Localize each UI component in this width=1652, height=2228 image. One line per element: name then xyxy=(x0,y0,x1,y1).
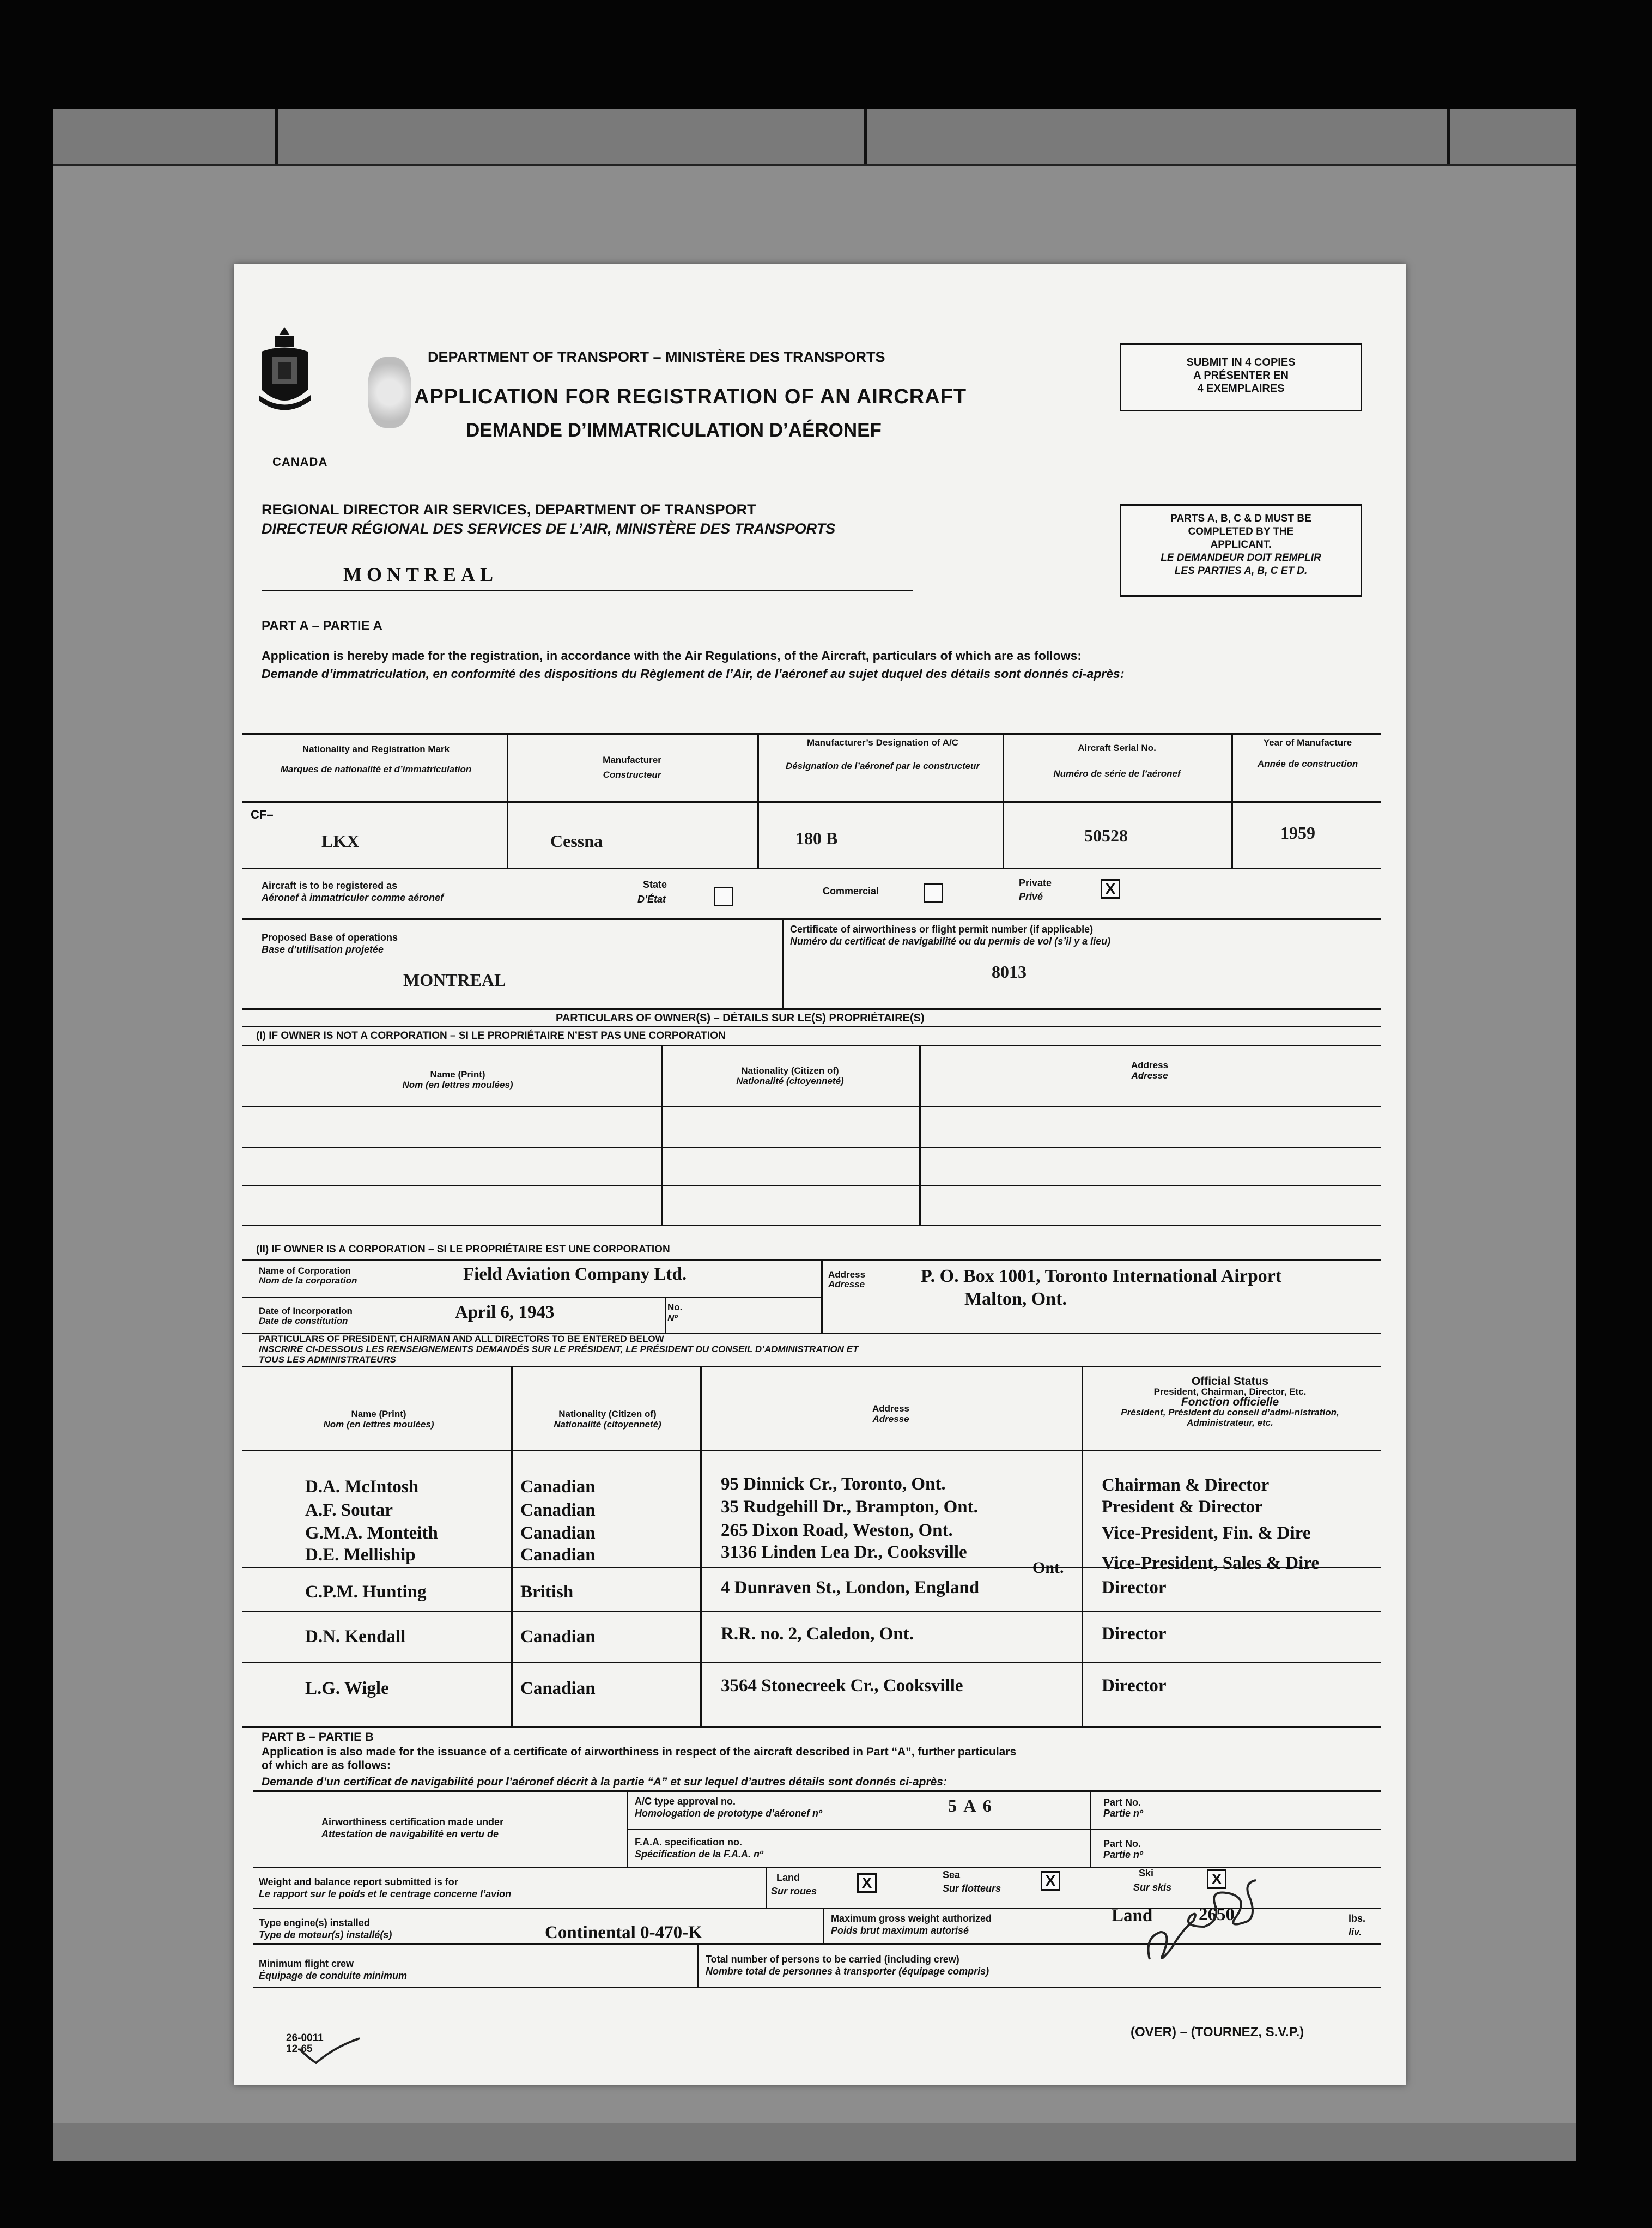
liv-label: liv. xyxy=(1349,1927,1362,1938)
directors-instruction-fr1: INSCRIRE CI-DESSOUS LES RENSEIGNEMENTS DEMANDÉS SUR LE PRÉSIDENT, LE PRÉSIDENT DU CONSEIL D’ADMINISTRATION ET xyxy=(259,1344,859,1354)
col-header-fr: Année de construction xyxy=(1257,759,1358,769)
commercial-checkbox[interactable] xyxy=(924,883,943,903)
form-title-en: APPLICATION FOR REGISTRATION OF AN AIRCRAFT xyxy=(414,385,967,408)
part-b-intro-en2: of which are as follows: xyxy=(262,1759,391,1772)
table-rule xyxy=(242,1366,1381,1367)
director-address: 3136 Linden Lea Dr., Cooksville xyxy=(721,1542,967,1562)
no-label-fr: Nº xyxy=(667,1313,678,1323)
regional-director-fr: DIRECTEUR RÉGIONAL DES SERVICES DE L’AIR, MINISTÈRE DES TRANSPORTS xyxy=(262,520,836,537)
state-checkbox[interactable] xyxy=(714,887,733,906)
col-header-manufacturer xyxy=(518,755,746,780)
director-address: 265 Dixon Road, Weston, Ont. xyxy=(721,1521,953,1540)
corp-name-label-fr: Nom de la corporation xyxy=(259,1275,357,1286)
col-header-en: Aircraft Serial No. xyxy=(1078,743,1156,753)
parts-line: PARTS A, B, C & D MUST BE xyxy=(1170,513,1311,524)
table-rule xyxy=(242,1662,1381,1663)
year-value: 1959 xyxy=(1280,823,1315,843)
engine-value: Continental 0-470-K xyxy=(545,1923,702,1942)
engine-label-en: Type engine(s) installed xyxy=(259,1917,370,1928)
form-date: 12-65 xyxy=(286,2043,313,2055)
regional-director-en: REGIONAL DIRECTOR AIR SERVICES, DEPARTMENT OF TRANSPORT xyxy=(262,501,756,518)
header-fr: Nom (en lettres moulées) xyxy=(402,1080,513,1090)
col-header-fr: Numéro de série de l’aéronef xyxy=(1053,768,1181,779)
sea-label-en: Sea xyxy=(943,1869,961,1880)
base-label-en: Proposed Base of operations xyxy=(262,932,398,943)
director-nationality: Canadian xyxy=(520,1523,596,1543)
header-fr: Adresse xyxy=(1131,1070,1168,1081)
table-rule xyxy=(242,1297,821,1298)
base-label-fr: Base d’utilisation projetée xyxy=(262,944,384,955)
header-fr: Fonction officielle xyxy=(1181,1396,1279,1408)
col-header-fr: Marques de nationalité et d’immatriculation xyxy=(280,764,472,774)
director-address-cont: Ont. xyxy=(1032,1559,1064,1577)
crew-label-fr: Équipage de conduite minimum xyxy=(259,1970,408,1981)
table-rule xyxy=(242,1026,1381,1027)
table-rule xyxy=(823,1908,824,1943)
col-header-en: Manufacturer’s Designation of A/C xyxy=(806,737,958,748)
corp-name-label-en: Name of Corporation xyxy=(259,1266,351,1276)
header-en: Nationality (Citizen of) xyxy=(741,1065,839,1076)
type-approval-en: A/C type approval no. xyxy=(635,1796,736,1807)
scan-bottom-strip xyxy=(53,2123,1576,2161)
table-rule xyxy=(242,1259,1381,1261)
part-a-intro-en: Application is hereby made for the registration, in accordance with the Air Regulations, of the Aircraft, particulars of which are as follows: xyxy=(262,649,1082,663)
copies-box xyxy=(1120,343,1362,411)
part-b-intro-fr: Demande d’un certificat de navigabilité pour l’aéronef décrit à la partie “A” et sur lequel d’autres détails sont donnés ci-après: xyxy=(262,1776,947,1788)
private-label-fr: Privé xyxy=(1019,891,1043,902)
cert-made-en: Airworthiness certification made under xyxy=(321,1817,504,1827)
table-rule xyxy=(1082,1366,1083,1726)
dir-nationality-header xyxy=(518,1409,697,1430)
director-nationality: Canadian xyxy=(520,1627,596,1646)
director-status: Chairman & Director xyxy=(1102,1475,1270,1495)
table-rule xyxy=(627,1829,1381,1830)
corp-address-line1: P. O. Box 1001, Toronto International Airport xyxy=(921,1266,1282,1286)
crew-label-en: Minimum flight crew xyxy=(259,1958,354,1969)
table-rule xyxy=(242,1185,1381,1186)
table-rule xyxy=(757,733,759,868)
ski-label-en: Ski xyxy=(1139,1868,1154,1879)
table-rule xyxy=(253,1867,1381,1868)
region-underline xyxy=(262,590,913,591)
col-header-mark xyxy=(256,744,496,774)
form-page xyxy=(234,264,1406,2085)
director-status: Director xyxy=(1102,1676,1167,1696)
corp-address-line2: Malton, Ont. xyxy=(964,1289,1067,1309)
table-rule xyxy=(919,1045,921,1225)
col-header-en: Nationality and Registration Mark xyxy=(302,744,450,754)
dir-address-header xyxy=(708,1403,1073,1424)
part-no-en: Part No. xyxy=(1103,1838,1141,1849)
col-header-en: Year of Manufacture xyxy=(1263,737,1352,748)
col-header-designation xyxy=(779,737,986,771)
director-name: G.M.A. Monteith xyxy=(305,1523,438,1543)
cf-prefix: CF– xyxy=(251,808,274,821)
header-en: Name (Print) xyxy=(430,1069,485,1080)
form-title-fr: DEMANDE D’IMMATRICULATION D’AÉRONEF xyxy=(466,420,882,441)
dir-status-header xyxy=(1087,1376,1373,1428)
table-rule xyxy=(821,1259,823,1333)
table-rule xyxy=(242,1726,1381,1728)
ski-label-fr: Sur skis xyxy=(1133,1882,1172,1893)
region-value: MONTREAL xyxy=(343,564,499,585)
land-checkbox[interactable]: X xyxy=(857,1873,877,1893)
faa-spec-en: F.A.A. specification no. xyxy=(635,1837,743,1848)
scan-top-strip xyxy=(53,109,1576,166)
col-header-en: Manufacturer xyxy=(603,755,661,765)
table-rule xyxy=(253,1790,1381,1792)
weight-report-fr: Le rapport sur le poids et le centrage concerne l’avion xyxy=(259,1888,512,1899)
table-rule xyxy=(661,1045,663,1225)
registration-mark: LKX xyxy=(321,831,360,851)
corp-address-label-fr: Adresse xyxy=(828,1279,865,1289)
parts-required-box xyxy=(1120,504,1362,597)
table-rule xyxy=(242,1225,1381,1226)
sea-checkbox[interactable]: X xyxy=(1041,1871,1060,1891)
cert-made-fr: Attestation de navigabilité en vertu de xyxy=(321,1829,499,1839)
cert-label-fr: Numéro du certificat de navigabilité ou du permis de vol (s’il y a lieu) xyxy=(790,936,1111,947)
header-en: Address xyxy=(872,1403,910,1414)
director-name: D.A. McIntosh xyxy=(305,1477,419,1497)
faa-spec-fr: Spécification de la F.A.A. nº xyxy=(635,1849,763,1860)
sea-label-fr: Sur flotteurs xyxy=(943,1883,1001,1894)
table-rule xyxy=(242,1008,1381,1010)
not-corp-heading: (I) IF OWNER IS NOT A CORPORATION – SI LE PROPRIÉTAIRE N’EST PAS UNE CORPORATION xyxy=(256,1030,726,1042)
director-nationality: Canadian xyxy=(520,1500,596,1520)
table-rule xyxy=(507,733,508,868)
parts-line: LES PARTIES A, B, C ET D. xyxy=(1174,565,1308,577)
director-nationality: Canadian xyxy=(520,1679,596,1698)
header-fr2: Président, Président du conseil d’admi-nistration, Administrateur, etc. xyxy=(1121,1407,1339,1428)
director-name: D.E. Melliship xyxy=(305,1545,416,1565)
col-header-year xyxy=(1240,737,1376,769)
directors-instruction-en: PARTICULARS OF PRESIDENT, CHAIRMAN AND ALL DIRECTORS TO BE ENTERED BELOW xyxy=(259,1334,664,1344)
cert-value: 8013 xyxy=(992,962,1027,982)
parts-line: LE DEMANDEUR DOIT REMPLIR xyxy=(1161,552,1321,564)
director-name: C.P.M. Hunting xyxy=(305,1582,427,1602)
state-label-en: State xyxy=(643,879,667,890)
max-weight-fr: Poids brut maximum autorisé xyxy=(831,1925,969,1936)
parts-line: COMPLETED BY THE xyxy=(1188,526,1294,537)
inc-label-en: Date of Incorporation xyxy=(259,1306,353,1316)
part-a-intro-fr: Demande d’immatriculation, en conformité des dispositions du Règlement de l’Air, de l’aéronef au sujet duquel des détails sont donnés ci-après: xyxy=(262,667,1125,681)
header-en: Nationality (Citizen of) xyxy=(558,1409,657,1419)
land-label-fr: Sur roues xyxy=(771,1886,817,1897)
private-checkbox[interactable]: X xyxy=(1101,879,1120,899)
col-header-fr: Désignation de l’aéronef par le constructeur xyxy=(785,761,980,771)
base-value: MONTREAL xyxy=(403,970,506,990)
persons-label-en: Total number of persons to be carried (including crew) xyxy=(706,1954,959,1965)
commercial-label: Commercial xyxy=(823,886,879,897)
corp-address-label-en: Address xyxy=(828,1269,866,1280)
director-name: A.F. Soutar xyxy=(305,1500,393,1520)
director-address: 35 Rudgehill Dr., Brampton, Ont. xyxy=(721,1497,978,1517)
cert-label-en: Certificate of airworthiness or flight permit number (if applicable) xyxy=(790,924,1094,935)
table-rule xyxy=(242,1045,1381,1046)
no-label-en: No. xyxy=(667,1302,683,1312)
type-approval-value: 5 A 6 xyxy=(948,1796,993,1815)
owners-title: PARTICULARS OF OWNER(S) – DÉTAILS SUR LE(S) PROPRIÉTAIRE(S) xyxy=(556,1012,925,1024)
director-status: President & Director xyxy=(1102,1497,1263,1517)
type-approval-fr: Homologation de prototype d’aéronef nº xyxy=(635,1808,822,1819)
header-en: Name (Print) xyxy=(351,1409,406,1419)
director-address: 4 Dunraven St., London, England xyxy=(721,1578,980,1597)
col-header-serial xyxy=(1013,743,1220,779)
table-rule xyxy=(665,1298,666,1333)
part-b-heading: PART B – PARTIE B xyxy=(262,1730,374,1743)
owner-nationality-header xyxy=(670,1065,910,1086)
table-rule xyxy=(242,1106,1381,1107)
table-rule xyxy=(242,868,1381,869)
copies-line: 4 EXEMPLAIRES xyxy=(1197,383,1285,395)
owner-name-header xyxy=(262,1069,654,1090)
copies-line: A PRÉSENTER EN xyxy=(1193,370,1289,382)
stamp-smudge xyxy=(368,357,411,428)
coat-of-arms-icon xyxy=(256,324,313,414)
header-fr: Nom (en lettres moulées) xyxy=(323,1419,434,1430)
director-status: Director xyxy=(1102,1624,1167,1644)
ski-checkbox[interactable]: X xyxy=(1207,1869,1226,1889)
table-rule xyxy=(1231,733,1233,868)
registered-as-en: Aircraft is to be registered as xyxy=(262,880,398,891)
col-header-fr: Constructeur xyxy=(603,770,661,780)
owner-address-header xyxy=(929,1060,1370,1081)
canada-label: CANADA xyxy=(272,455,328,469)
corp-name-value: Field Aviation Company Ltd. xyxy=(463,1264,687,1284)
header-fr: Nationalité (citoyenneté) xyxy=(554,1419,661,1430)
part-b-intro-en1: Application is also made for the issuance of a certificate of airworthiness in respect of the aircraft described in Part “A”, further particulars xyxy=(262,1746,1017,1758)
header-en: Official Status xyxy=(1191,1375,1269,1388)
director-nationality: British xyxy=(520,1582,574,1602)
director-name: L.G. Wigle xyxy=(305,1679,389,1698)
table-rule xyxy=(782,918,784,1008)
copies-line: SUBMIT IN 4 COPIES xyxy=(1186,356,1296,368)
engine-label-fr: Type de moteur(s) installé(s) xyxy=(259,1929,392,1940)
max-weight-en: Maximum gross weight authorized xyxy=(831,1913,992,1924)
land-label-en: Land xyxy=(776,1872,800,1883)
table-rule xyxy=(242,801,1381,803)
header-en2: President, Chairman, Director, Etc. xyxy=(1153,1387,1307,1397)
check-mark-icon xyxy=(297,2036,362,2066)
director-name: D.N. Kendall xyxy=(305,1627,406,1646)
dir-name-header xyxy=(256,1409,501,1430)
table-rule xyxy=(242,733,1381,735)
part-no-en: Part No. xyxy=(1103,1797,1141,1808)
manufacturer-value: Cessna xyxy=(550,831,603,851)
header-en: Address xyxy=(1131,1060,1169,1070)
director-address: 95 Dinnick Cr., Toronto, Ont. xyxy=(721,1474,946,1494)
inc-label-fr: Date de constitution xyxy=(259,1316,348,1326)
director-status: Vice-President, Sales & Dire xyxy=(1102,1553,1319,1573)
weight-report-en: Weight and balance report submitted is for xyxy=(259,1876,458,1887)
max-weight-value: 2650 xyxy=(1199,1905,1235,1924)
directors-instruction-fr2: TOUS LES ADMINISTRATEURS xyxy=(259,1354,396,1365)
department-line: DEPARTMENT OF TRANSPORT – MINISTÈRE DES TRANSPORTS xyxy=(428,349,885,365)
registered-as-fr: Aéronef à immatriculer comme aéronef xyxy=(262,892,444,903)
inc-value: April 6, 1943 xyxy=(455,1303,555,1322)
director-nationality: Canadian xyxy=(520,1477,596,1497)
table-rule xyxy=(700,1366,702,1726)
table-rule xyxy=(242,1611,1381,1612)
lbs-label: lbs. xyxy=(1349,1913,1366,1924)
table-rule xyxy=(242,918,1381,920)
max-weight-land: Land xyxy=(1112,1906,1153,1926)
serial-value: 50528 xyxy=(1084,826,1128,845)
part-no-fr: Partie nº xyxy=(1103,1808,1143,1819)
persons-label-fr: Nombre total de personnes à transporter (équipage compris) xyxy=(706,1966,989,1977)
table-rule xyxy=(242,1147,1381,1148)
strip-divider xyxy=(275,109,278,164)
part-a-heading: PART A – PARTIE A xyxy=(262,619,382,633)
form-number: 26-0011 xyxy=(286,2032,324,2044)
strip-divider xyxy=(864,109,867,164)
header-fr: Adresse xyxy=(872,1414,909,1424)
director-nationality: Canadian xyxy=(520,1545,596,1565)
state-label-fr: D’État xyxy=(637,894,666,905)
designation-value: 180 B xyxy=(795,828,838,848)
table-rule xyxy=(766,1867,767,1908)
table-rule xyxy=(253,1987,1381,1988)
corp-heading: (II) IF OWNER IS A CORPORATION – SI LE PROPRIÉTAIRE EST UNE CORPORATION xyxy=(256,1244,670,1255)
table-rule xyxy=(242,1450,1381,1451)
director-status: Director xyxy=(1102,1578,1167,1597)
header-fr: Nationalité (citoyenneté) xyxy=(736,1076,844,1086)
director-address: 3564 Stonecreek Cr., Cooksville xyxy=(721,1676,963,1696)
table-rule xyxy=(511,1366,513,1726)
handwritten-initials-icon xyxy=(1139,1878,1264,1970)
parts-line: APPLICANT. xyxy=(1210,539,1272,550)
over-note: (OVER) – (TOURNEZ, S.V.P.) xyxy=(1131,2025,1304,2039)
table-rule xyxy=(697,1943,699,1987)
director-status: Vice-President, Fin. & Dire xyxy=(1102,1523,1311,1543)
table-rule xyxy=(1003,733,1004,868)
strip-divider xyxy=(1447,109,1450,164)
part-no-fr: Partie nº xyxy=(1103,1849,1143,1860)
director-address: R.R. no. 2, Caledon, Ont. xyxy=(721,1624,914,1644)
private-label-en: Private xyxy=(1019,877,1052,888)
